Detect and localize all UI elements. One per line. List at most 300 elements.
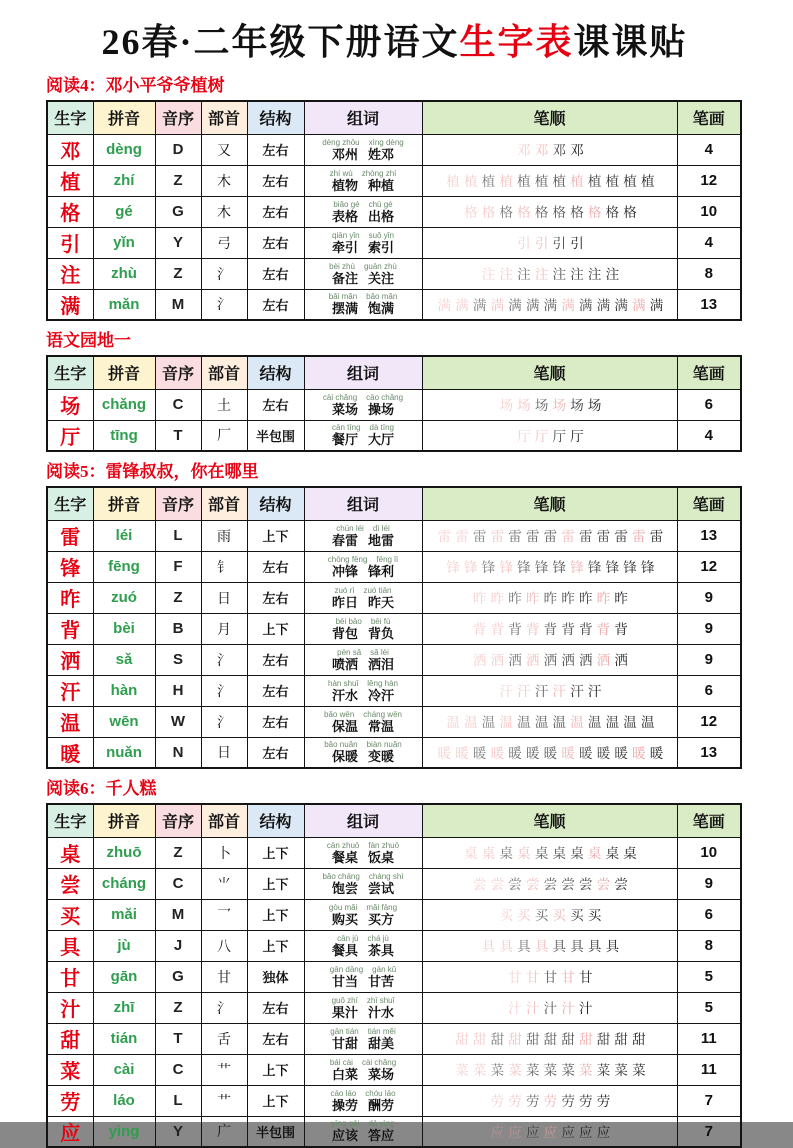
stroke-step: 锋 xyxy=(640,560,655,575)
pinyin-cell: tián xyxy=(93,1023,155,1054)
table-row xyxy=(47,737,741,768)
word-pinyin: bǎo nuǎn xyxy=(324,740,358,750)
stroke-step: 格 xyxy=(481,205,496,220)
word-pinyin-line xyxy=(307,740,420,749)
word-pinyin: bǎo cháng xyxy=(322,871,360,881)
stroke-count-cell: 9 xyxy=(677,868,741,899)
word-text: 甘苦 xyxy=(368,973,395,989)
pinyin-cell: gé xyxy=(93,196,155,227)
pinyin-cell: zuó xyxy=(93,582,155,613)
word-text: 餐具 xyxy=(331,942,358,958)
word-text-line xyxy=(307,147,420,162)
words-cell xyxy=(304,420,422,451)
stroke-step: 引 xyxy=(552,236,566,251)
stroke-step: 植 xyxy=(481,174,496,189)
stroke-step: 尝 xyxy=(472,877,487,892)
hanzi-table xyxy=(46,803,742,1148)
char-cell: 劳 xyxy=(47,1085,93,1116)
word-pinyin: bēi bāo xyxy=(335,616,362,626)
words-cell xyxy=(304,551,422,582)
words-cell xyxy=(304,227,422,258)
column-header: 音序 xyxy=(155,804,201,837)
header-row xyxy=(47,804,741,837)
word-text: 种植 xyxy=(368,177,395,193)
word-pinyin: bái cài xyxy=(329,1057,353,1067)
stroke-step: 场 xyxy=(570,398,584,413)
stroke-step: 厅 xyxy=(570,428,584,444)
stroke-step: 温 xyxy=(570,715,584,730)
stroke-step: 甜 xyxy=(508,1032,522,1047)
table-row xyxy=(47,868,741,899)
stroke-step: 锋 xyxy=(481,560,496,575)
column-header: 部首 xyxy=(201,356,247,389)
word-text-line xyxy=(307,912,420,927)
char-cell: 昨 xyxy=(47,582,93,613)
radical-cell: 钅 xyxy=(201,551,247,582)
word-text: 饱尝 xyxy=(331,880,358,896)
column-header: 笔画 xyxy=(677,356,741,389)
table-row xyxy=(47,134,741,165)
stroke-count-cell: 12 xyxy=(677,165,741,196)
word-pinyin: gòu mǎi xyxy=(328,902,358,912)
column-header: 音序 xyxy=(155,487,201,520)
stroke-step: 暖 xyxy=(543,745,558,761)
stroke-step: 温 xyxy=(623,715,637,730)
stroke-step: 厅 xyxy=(552,428,566,444)
title-prefix: 26春·二年级下册语文 xyxy=(101,22,460,62)
word-pinyin-line xyxy=(307,1058,420,1067)
structure-cell: 上下 xyxy=(247,868,304,899)
word-text: 冷汗 xyxy=(368,687,395,703)
stroke-step: 温 xyxy=(481,715,496,730)
word-pinyin-line xyxy=(307,872,420,881)
word-text: 保暖 xyxy=(331,749,358,765)
stroke-step: 菜 xyxy=(490,1063,505,1078)
stroke-step: 注 xyxy=(570,267,584,282)
stroke-count-cell: 12 xyxy=(677,551,741,582)
word-text: 保温 xyxy=(331,718,358,734)
stroke-step: 温 xyxy=(587,715,602,730)
words-cell xyxy=(304,644,422,675)
stroke-step: 具 xyxy=(481,939,496,954)
stroke-step: 尝 xyxy=(543,877,558,892)
stroke-step: 满 xyxy=(472,297,487,313)
stroke-order-cell xyxy=(422,706,677,737)
stroke-step: 菜 xyxy=(561,1063,575,1078)
radical-cell: 日 xyxy=(201,582,247,613)
stroke-step: 植 xyxy=(552,174,566,189)
radical-cell: 广 xyxy=(201,1116,247,1147)
radical-cell: 氵 xyxy=(201,992,247,1023)
stroke-count-cell: 6 xyxy=(677,899,741,930)
stroke-step: 应 xyxy=(596,1124,611,1140)
stroke-count-cell: 9 xyxy=(677,644,741,675)
word-pinyin-line xyxy=(307,996,420,1005)
stroke-step: 雷 xyxy=(472,529,487,544)
stroke-step: 锋 xyxy=(623,560,637,575)
column-header: 音序 xyxy=(155,356,201,389)
word-text: 甘当 xyxy=(331,973,358,989)
stroke-step: 格 xyxy=(552,205,566,220)
word-text: 邓州 xyxy=(331,146,358,162)
stroke-step: 注 xyxy=(499,267,513,282)
stroke-step: 锋 xyxy=(499,560,513,575)
stroke-step: 桌 xyxy=(570,846,584,861)
word-pinyin: bǎi mǎn xyxy=(328,292,358,302)
stroke-step: 满 xyxy=(525,297,540,313)
stroke-step: 汗 xyxy=(570,684,584,699)
word-pinyin: dà tīng xyxy=(369,423,394,433)
stroke-step: 邓 xyxy=(534,143,549,158)
word-text-line xyxy=(307,595,420,610)
page-title xyxy=(46,14,743,65)
stroke-step: 桌 xyxy=(552,846,566,861)
word-text: 摆满 xyxy=(331,301,358,317)
hanzi-table xyxy=(46,355,742,452)
stroke-order-cell xyxy=(422,868,677,899)
stroke-step: 暖 xyxy=(632,745,646,761)
word-text: 锋利 xyxy=(368,563,395,579)
table-row xyxy=(47,644,741,675)
radical-cell: 艹 xyxy=(201,1085,247,1116)
word-pinyin-line xyxy=(307,710,420,719)
table-row xyxy=(47,1023,741,1054)
column-header: 结构 xyxy=(247,356,304,389)
column-header: 拼音 xyxy=(93,804,155,837)
stroke-step: 汗 xyxy=(499,684,513,699)
stroke-step: 背 xyxy=(543,622,558,637)
section-4 xyxy=(46,778,743,1148)
word-text: 操场 xyxy=(368,401,395,417)
word-pinyin-line xyxy=(307,200,420,209)
radical-cell: 氵 xyxy=(201,289,247,320)
structure-cell: 左右 xyxy=(247,551,304,582)
word-pinyin-line xyxy=(307,292,420,301)
pinyin-cell: zhī xyxy=(93,992,155,1023)
stroke-step: 植 xyxy=(446,174,460,189)
initial-cell: Y xyxy=(155,1116,201,1147)
word-text-line xyxy=(307,240,420,255)
pinyin-cell: cháng xyxy=(93,868,155,899)
stroke-step: 桌 xyxy=(587,846,602,861)
stroke-step: 昨 xyxy=(614,591,628,606)
structure-cell: 左右 xyxy=(247,134,304,165)
pinyin-cell: zhí xyxy=(93,165,155,196)
initial-cell: Z xyxy=(155,837,201,868)
stroke-step: 邓 xyxy=(570,143,584,158)
structure-cell: 上下 xyxy=(247,930,304,961)
radical-cell: 八 xyxy=(201,930,247,961)
word-pinyin-line xyxy=(307,617,420,626)
table-row xyxy=(47,706,741,737)
pinyin-cell: hàn xyxy=(93,675,155,706)
stroke-step: 买 xyxy=(552,908,566,923)
word-text-line xyxy=(307,881,420,896)
stroke-step: 锋 xyxy=(605,560,620,575)
word-pinyin: guān zhù xyxy=(363,261,397,271)
stroke-step: 注 xyxy=(587,267,602,282)
word-pinyin: chū gé xyxy=(368,199,393,209)
word-pinyin-line xyxy=(307,841,420,850)
word-text: 操劳 xyxy=(331,1097,358,1113)
stroke-step: 买 xyxy=(587,908,602,923)
stroke-count-cell: 6 xyxy=(677,675,741,706)
word-text: 变暖 xyxy=(368,749,395,765)
stroke-count-cell: 7 xyxy=(677,1116,741,1147)
word-pinyin-line xyxy=(307,679,420,688)
radical-cell: 月 xyxy=(201,613,247,644)
word-text: 喷洒 xyxy=(331,656,358,672)
words-cell xyxy=(304,1054,422,1085)
pinyin-cell: tīng xyxy=(93,420,155,451)
word-pinyin: bǎo mǎn xyxy=(366,292,398,302)
radical-cell: 又 xyxy=(201,134,247,165)
radical-cell: 卜 xyxy=(201,837,247,868)
structure-cell: 上下 xyxy=(247,899,304,930)
words-cell xyxy=(304,258,422,289)
stroke-step: 菜 xyxy=(632,1063,646,1078)
stroke-count-cell: 12 xyxy=(677,706,741,737)
stroke-step: 甘 xyxy=(508,970,522,985)
column-header: 生字 xyxy=(47,101,93,134)
pinyin-cell: cài xyxy=(93,1054,155,1085)
stroke-step: 背 xyxy=(472,622,487,637)
column-header: 组词 xyxy=(304,487,422,520)
word-pinyin-line xyxy=(307,231,420,240)
word-pinyin-line xyxy=(307,1027,420,1036)
word-text: 表格 xyxy=(331,208,358,224)
word-pinyin: mǎi fāng xyxy=(366,902,398,912)
pinyin-cell: léi xyxy=(93,520,155,551)
stroke-step: 格 xyxy=(517,205,531,220)
stroke-step: 甜 xyxy=(490,1032,505,1047)
word-pinyin-line xyxy=(307,262,420,271)
char-cell: 背 xyxy=(47,613,93,644)
stroke-step: 应 xyxy=(543,1124,558,1140)
word-text-line xyxy=(307,850,420,865)
stroke-step: 引 xyxy=(570,236,584,251)
stroke-order-cell xyxy=(422,165,677,196)
word-text: 地雷 xyxy=(368,532,395,548)
stroke-step: 注 xyxy=(534,267,549,282)
column-header: 笔画 xyxy=(677,101,741,134)
word-pinyin-line xyxy=(307,393,420,402)
stroke-step: 洒 xyxy=(472,653,487,668)
stroke-step: 植 xyxy=(499,174,513,189)
stroke-step: 菜 xyxy=(614,1063,628,1078)
stroke-step: 格 xyxy=(534,205,549,220)
stroke-step: 桌 xyxy=(605,846,620,861)
structure-cell: 左右 xyxy=(247,196,304,227)
table-row xyxy=(47,1116,741,1147)
stroke-step: 具 xyxy=(517,939,531,954)
pinyin-cell: gān xyxy=(93,961,155,992)
stroke-step: 昨 xyxy=(525,591,540,606)
word-pinyin-line xyxy=(307,934,420,943)
stroke-step: 植 xyxy=(623,174,637,189)
words-cell xyxy=(304,992,422,1023)
char-cell: 注 xyxy=(47,258,93,289)
stroke-step: 背 xyxy=(561,622,575,637)
table-row xyxy=(47,613,741,644)
word-text-line xyxy=(307,626,420,641)
pinyin-cell: yǐn xyxy=(93,227,155,258)
radical-cell: 舌 xyxy=(201,1023,247,1054)
words-cell xyxy=(304,613,422,644)
table-row xyxy=(47,258,741,289)
stroke-step: 桌 xyxy=(499,846,513,861)
pinyin-cell: fēng xyxy=(93,551,155,582)
stroke-step: 格 xyxy=(587,205,602,220)
stroke-order-cell xyxy=(422,134,677,165)
word-pinyin: xìng dèng xyxy=(368,137,404,147)
word-pinyin: bèi zhù xyxy=(329,261,355,271)
word-pinyin: zuó tiān xyxy=(363,585,392,595)
char-cell: 格 xyxy=(47,196,93,227)
word-pinyin: gān dāng xyxy=(329,964,364,974)
stroke-step: 雷 xyxy=(490,529,505,544)
stroke-count-cell: 11 xyxy=(677,1054,741,1085)
stroke-step: 雷 xyxy=(508,529,522,544)
column-header: 结构 xyxy=(247,101,304,134)
stroke-step: 满 xyxy=(455,297,469,313)
stroke-step: 应 xyxy=(508,1124,522,1140)
initial-cell: N xyxy=(155,737,201,768)
stroke-step: 满 xyxy=(490,297,505,313)
structure-cell: 独体 xyxy=(247,961,304,992)
stroke-count-cell: 11 xyxy=(677,1023,741,1054)
radical-cell: 木 xyxy=(201,165,247,196)
radical-cell: 弓 xyxy=(201,227,247,258)
words-cell xyxy=(304,389,422,420)
word-text-line xyxy=(307,943,420,958)
pinyin-cell: zhuō xyxy=(93,837,155,868)
word-text: 饱满 xyxy=(368,301,395,317)
stroke-step: 引 xyxy=(534,236,549,251)
stroke-order-cell xyxy=(422,389,677,420)
column-header: 结构 xyxy=(247,804,304,837)
stroke-step: 昨 xyxy=(490,591,505,606)
stroke-step: 邓 xyxy=(517,143,531,158)
stroke-step: 尝 xyxy=(508,877,522,892)
section-3 xyxy=(46,461,743,769)
initial-cell: Z xyxy=(155,992,201,1023)
words-cell xyxy=(304,165,422,196)
stroke-step: 甜 xyxy=(561,1032,575,1047)
pinyin-cell: mǎn xyxy=(93,289,155,320)
stroke-step: 甘 xyxy=(561,970,575,985)
stroke-step: 汗 xyxy=(587,684,602,699)
char-cell: 桌 xyxy=(47,837,93,868)
word-text: 菜场 xyxy=(331,401,358,417)
stroke-step: 满 xyxy=(561,297,575,313)
word-pinyin: zhī shuǐ xyxy=(366,995,395,1005)
word-pinyin: sǎ lèi xyxy=(370,647,389,657)
initial-cell: J xyxy=(155,930,201,961)
structure-cell: 半包围 xyxy=(247,1116,304,1147)
stroke-step: 洒 xyxy=(614,653,628,668)
initial-cell: C xyxy=(155,1054,201,1085)
stroke-step: 买 xyxy=(570,908,584,923)
stroke-step: 甜 xyxy=(579,1032,593,1047)
stroke-step: 甘 xyxy=(543,970,558,985)
stroke-order-cell xyxy=(422,837,677,868)
stroke-step: 应 xyxy=(490,1124,505,1140)
words-cell xyxy=(304,196,422,227)
stroke-step: 汗 xyxy=(534,684,549,699)
stroke-step: 汁 xyxy=(525,1001,540,1016)
word-pinyin: pēn sǎ xyxy=(337,647,362,657)
words-cell xyxy=(304,675,422,706)
initial-cell: W xyxy=(155,706,201,737)
table-row xyxy=(47,551,741,582)
stroke-step: 场 xyxy=(534,398,549,413)
table-row xyxy=(47,992,741,1023)
word-text: 昨天 xyxy=(368,594,395,610)
structure-cell: 左右 xyxy=(247,644,304,675)
word-pinyin: zuó rì xyxy=(334,585,355,595)
stroke-step: 昨 xyxy=(543,591,558,606)
structure-cell: 左右 xyxy=(247,992,304,1023)
word-pinyin: yīng gāi xyxy=(331,1119,360,1129)
stroke-order-cell xyxy=(422,196,677,227)
stroke-step: 植 xyxy=(640,174,655,189)
char-cell: 菜 xyxy=(47,1054,93,1085)
word-pinyin: qiān yǐn xyxy=(332,230,360,240)
stroke-step: 雷 xyxy=(543,529,558,544)
word-pinyin: zhòng zhí xyxy=(361,168,397,178)
stroke-step: 暖 xyxy=(437,745,452,761)
initial-cell: B xyxy=(155,613,201,644)
stroke-step: 雷 xyxy=(632,529,646,544)
stroke-order-cell xyxy=(422,1116,677,1147)
table-row xyxy=(47,1054,741,1085)
stroke-step: 应 xyxy=(561,1124,575,1140)
stroke-step: 锋 xyxy=(552,560,566,575)
stroke-step: 桌 xyxy=(623,846,637,861)
stroke-step: 暖 xyxy=(596,745,611,761)
stroke-step: 菜 xyxy=(455,1063,469,1078)
stroke-step: 具 xyxy=(605,939,620,954)
words-cell xyxy=(304,582,422,613)
stroke-step: 背 xyxy=(490,622,505,637)
stroke-order-cell xyxy=(422,675,677,706)
word-text-line xyxy=(307,271,420,286)
word-text-line xyxy=(307,974,420,989)
structure-cell: 左右 xyxy=(247,389,304,420)
stroke-order-cell xyxy=(422,1085,677,1116)
table-row xyxy=(47,289,741,320)
stroke-count-cell: 13 xyxy=(677,289,741,320)
structure-cell: 上下 xyxy=(247,1054,304,1085)
column-header: 部首 xyxy=(201,487,247,520)
structure-cell: 左右 xyxy=(247,675,304,706)
stroke-step: 满 xyxy=(543,297,558,313)
stroke-step: 满 xyxy=(632,297,646,313)
word-pinyin: cāo láo xyxy=(330,1088,357,1098)
word-text: 背包 xyxy=(331,625,358,641)
word-text: 应该 xyxy=(331,1128,358,1144)
stroke-count-cell: 10 xyxy=(677,837,741,868)
stroke-step: 满 xyxy=(579,297,593,313)
column-header: 拼音 xyxy=(93,356,155,389)
column-header: 生字 xyxy=(47,487,93,520)
stroke-step: 植 xyxy=(587,174,602,189)
stroke-count-cell: 13 xyxy=(677,737,741,768)
stroke-order-cell xyxy=(422,992,677,1023)
stroke-step: 满 xyxy=(508,297,522,313)
word-text: 昨日 xyxy=(331,594,358,610)
